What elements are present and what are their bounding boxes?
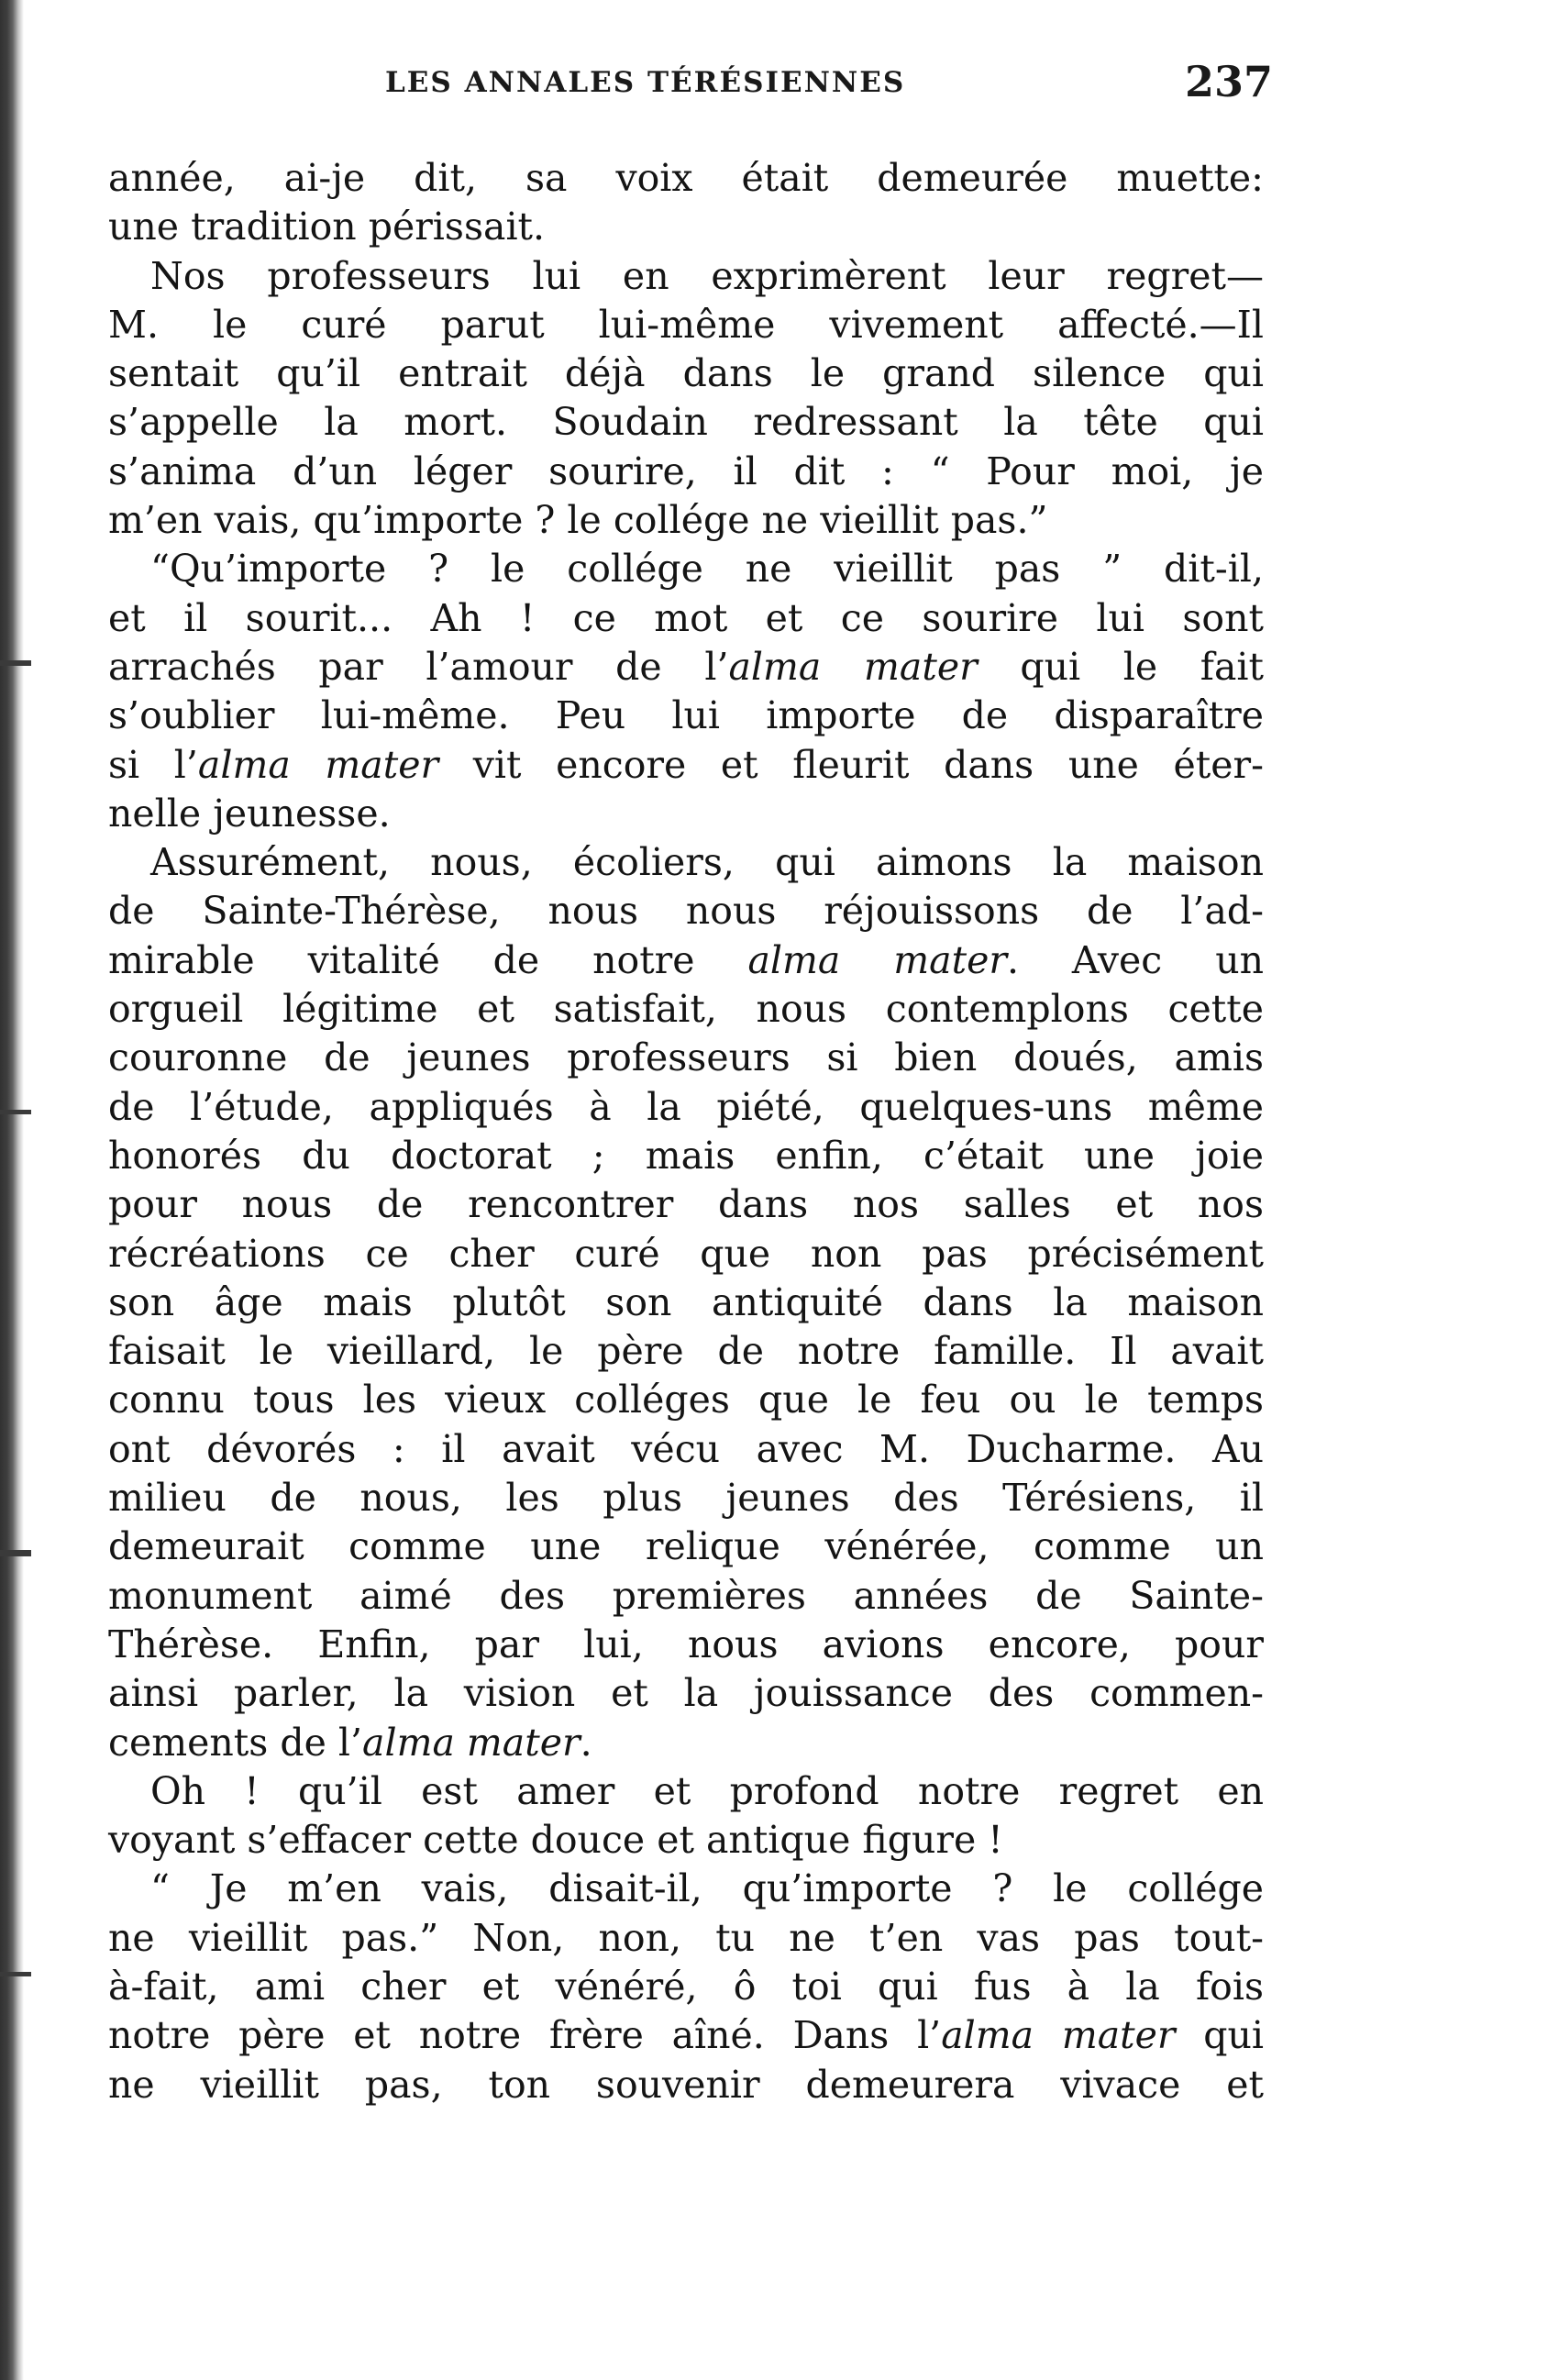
text-line: année, ai-je dit, sa voix était demeurée muette: [108,156,1264,200]
text-line: ont dévorés : il avait vécu avec M. Ducharme. Au [108,1426,1264,1471]
text-line: s’appelle la mort. Soudain redressant la tête qui [108,400,1264,445]
text-line: récréations ce cher curé que non pas précisément [108,1231,1264,1276]
text-line: Assurément, nous, écoliers, qui aimons la maison [150,840,1264,885]
text-line: s’oublier lui-même. Peu lui importe de disparaître [108,693,1264,738]
scan-speck [0,660,31,666]
text-line: mirable vitalité de notre alma mater. Avec un [108,937,1265,982]
scan-speck [0,1110,31,1114]
scan-speck [0,1550,31,1556]
body-text [108,154,1264,2109]
italic-phrase: alma mater [197,742,439,787]
text-line: Thérèse. Enfin, par lui, nous avions encore, pour [108,1622,1264,1666]
text-line: et il sourit... Ah ! ce mot et ce sourire lui sont [108,595,1264,640]
scan-gutter-edge [0,0,24,2380]
text-line: Oh ! qu’il est amer et profond notre regret en [150,1768,1264,1813]
scan-speck [0,1972,31,1976]
text-line: honorés du doctorat ; mais enfin, c’était une joie [108,1133,1264,1178]
italic-phrase: alma mater [362,1720,580,1765]
text-line: “Qu’importe ? le collége ne vieillit pas ” dit-il, [150,547,1264,592]
running-head: LES ANNALES TÉRÉSIENNES [385,66,906,99]
text-line: voyant s’effacer cette douce et antique figure ! [108,1818,1003,1863]
text-line: m’en vais, qu’importe ? le collége ne vieillit pas.” [108,498,1048,543]
text-line: connu tous les vieux colléges que le feu ou le temps [108,1378,1264,1422]
text-line: orgueil légitime et satisfait, nous contemplons cette [108,987,1264,1032]
text-line: de Sainte-Thérèse, nous nous réjouissons de l’ad- [108,889,1264,934]
text-line: ne vieillit pas.” Non, non, tu ne t’en vas pas tout- [108,1915,1264,1960]
italic-phrase: alma mater [728,644,978,689]
text-line: couronne de jeunes professeurs si bien doués, amis [108,1035,1264,1080]
italic-phrase: alma mater [747,937,1007,982]
text-line: ne vieillit pas, ton souvenir demeurera vivace et [108,2062,1264,2107]
text-line: monument aimé des premières années de Sainte- [108,1573,1264,1618]
text-line: s’anima d’un léger sourire, il dit : “ Pour moi, je [108,448,1264,493]
text-line: son âge mais plutôt son antiquité dans la maison [108,1279,1264,1324]
text-line: “ Je m’en vais, disait-il, qu’importe ? le collége [150,1866,1264,1911]
text-line: à-fait, ami cher et vénéré, ô toi qui fus à la fois [108,1964,1264,2009]
text-line: de l’étude, appliqués à la piété, quelques-uns même [108,1084,1264,1129]
text-line: cements de l’alma mater. [108,1720,592,1765]
text-line: ainsi parler, la vision et la jouissance des commen- [108,1671,1264,1716]
text-line: notre père et notre frère aîné. Dans l’alma mater qui [108,2013,1265,2058]
text-line: faisait le vieillard, le père de notre famille. Il avait [108,1329,1264,1374]
page-number: 237 [1185,57,1274,106]
text-line: M. le curé parut lui-même vivement affecté.—Il [108,302,1264,347]
text-line: arrachés par l’amour de l’alma mater qui le fait [108,644,1264,689]
page-header [0,57,1548,112]
text-line: une tradition périssait. [108,205,546,249]
text-line: pour nous de rencontrer dans nos salles et nos [108,1182,1264,1227]
text-line: sentait qu’il entrait déjà dans le grand silence qui [108,351,1264,396]
text-line: Nos professeurs lui en exprimèrent leur regret— [150,253,1264,298]
text-line: milieu de nous, les plus jeunes des Térésiens, il [108,1476,1264,1521]
text-line: nelle jeunesse. [108,791,391,836]
text-line: demeurait comme une relique vénérée, comme un [108,1524,1264,1569]
italic-phrase: alma mater [941,2013,1176,2058]
text-line: si l’alma mater vit encore et fleurit dans une éter- [108,742,1264,787]
